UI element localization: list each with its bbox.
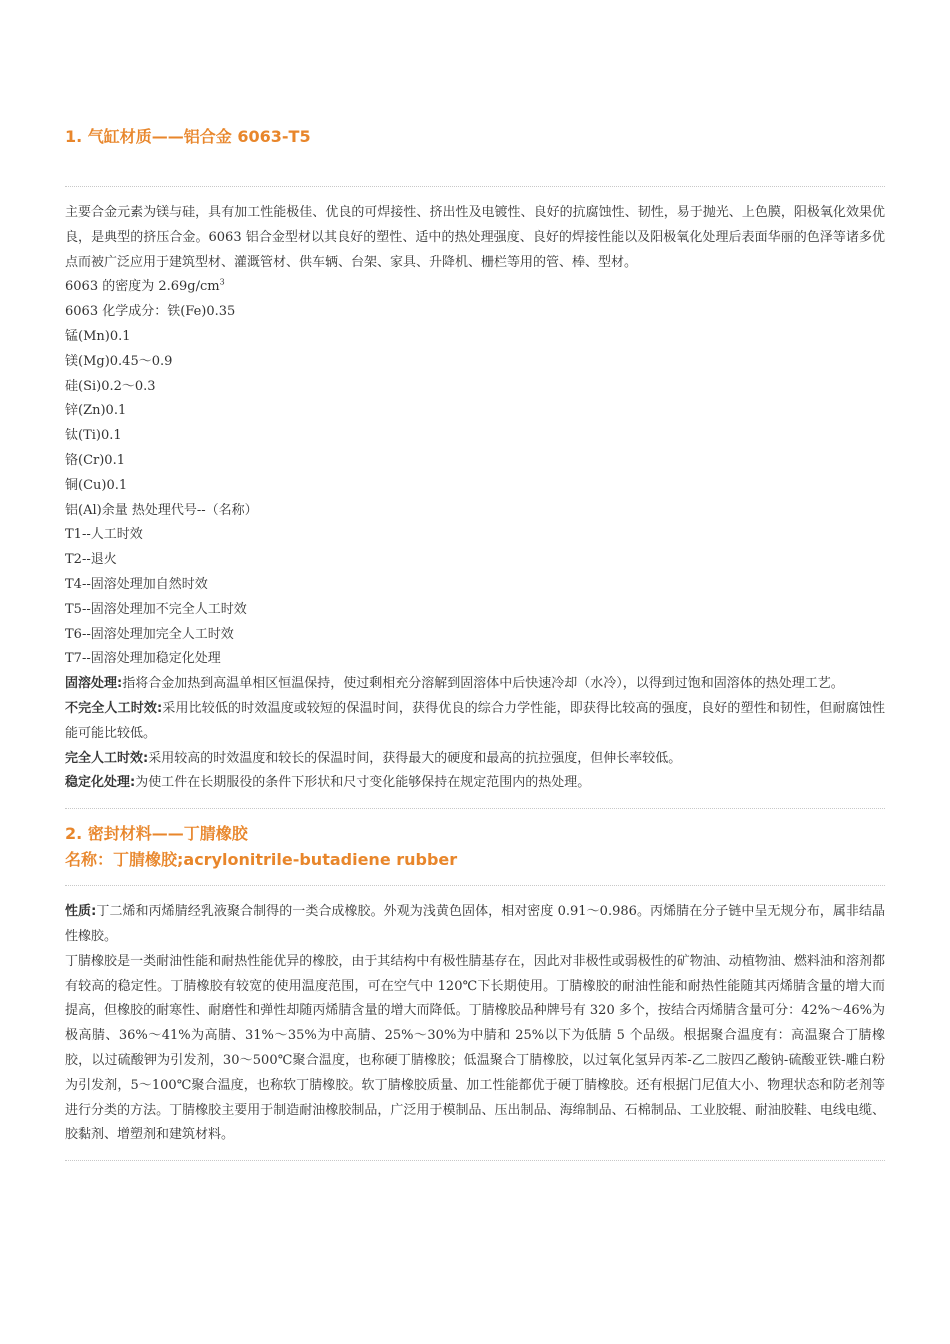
composition-line: 锌(Zn)0.1 (65, 403, 127, 419)
definition-text: 采用比较低的时效温度或较短的保温时间，获得优良的综合力学性能，即获得比较高的强度，良好的塑性和韧性，但耐腐蚀性能可能比较低。 (65, 700, 885, 741)
composition-line: 钛(Ti)0.1 (65, 428, 122, 444)
property-paragraph (65, 900, 885, 950)
divider (65, 885, 885, 886)
definition-term: 稳定化处理: (65, 775, 136, 791)
composition-line: 镁(Mg)0.45～0.9 (65, 353, 173, 369)
density-superscript: 3 (219, 278, 225, 288)
temper-code-line: T7--固溶处理加稳定化处理 (65, 651, 221, 667)
definition-text: 采用较高的时效温度和较长的保温时间，获得最大的硬度和最高的抗拉强度，但伸长率较低。 (148, 750, 682, 766)
density-text: 6063 的密度为 2.69g/cm (65, 279, 220, 295)
section2-body: 丁腈橡胶是一类耐油性能和耐热性能优异的橡胶，由于其结构中有极性腈基存在，因此对非极性或弱极性的矿物油、动植物油、燃料油和溶剂都有较高的稳定性。丁腈橡胶有较宽的使用温度范围，可在空气中 120℃下长期使用。丁腈橡胶的耐油性能和耐热性能随其丙烯腈含量的增大而提高，但橡胶的耐寒性、耐磨性和弹性却随丙烯腈含量的增大而降低。丁腈橡胶品种牌号有 320 多个，按结合丙烯腈含量可分：42%～46%为极高腈、36%～41%为高腈、31%～35%为中高腈、25%～30%为中腈和 25%以下为低腈 5 个品级。根据聚合温度有：高温聚合丁腈橡胶，以过硫酸钾为引发剂，30～500℃聚合温度，也称硬丁腈橡胶；低温聚合丁腈橡胶，以过氧化氢异丙苯-乙二胺四乙酸钠-硫酸亚铁-雕白粉为引发剂，5～100℃聚合温度，也称软丁腈橡胶。软丁腈橡胶质量、加工性能都优于硬丁腈橡胶。还有根据门尼值大小、物理状态和防老剂等进行分类的方法。丁腈橡胶主要用于制造耐油橡胶制品，广泛用于模制品、压出制品、海绵制品、石棉制品、工业胶辊、耐油胶鞋、电线电缆、胶黏剂、增塑剂和建筑材料。 (65, 953, 885, 1143)
temper-code-line: T1--人工时效 (65, 527, 143, 543)
temper-code-line: T4--固溶处理加自然时效 (65, 576, 208, 592)
temper-code-line: T2--退火 (65, 552, 117, 568)
composition-line: 铝(Al)余量 热处理代号--（名称） (65, 502, 258, 518)
composition-line: 铬(Cr)0.1 (65, 452, 125, 468)
definition-text: 为使工件在长期服役的条件下形状和尺寸变化能够保持在规定范围内的热处理。 (135, 775, 591, 791)
composition-line: 铜(Cu)0.1 (65, 477, 128, 493)
composition-line: 硅(Si)0.2～0.3 (65, 378, 156, 394)
section1-heading: 1. 气缸材质——铝合金 6063-T5 (65, 127, 311, 146)
article (65, 124, 885, 1161)
section1-intro: 主要合金元素为镁与硅，具有加工性能极佳、优良的可焊接性、挤出性及电镀性、良好的抗腐蚀性、韧性，易于抛光、上色膜，阳极氧化效果优良，是典型的挤压合金。6063 铝合金型材以其良好的塑性、适中的热处理强度、良好的焊接性能以及阳极氧化处理后表面华丽的色泽等诸多优点而被广泛应用于建筑型材、灌溉管材、供车辆、台架、家具、升降机、栅栏等用的管、棒、型材。 (65, 205, 885, 270)
definition-complete-aging (65, 747, 885, 772)
composition-line: 锰(Mn)0.1 (65, 328, 131, 344)
composition-line: 6063 化学成分：铁(Fe)0.35 (65, 304, 236, 320)
property-text: 丁二烯和丙烯腈经乳液聚合制得的一类合成橡胶。外观为浅黄色固体，相对密度 0.91～0.986。丙烯腈在分子链中呈无规分布，属非结晶性橡胶。 (65, 904, 886, 944)
divider (65, 1160, 885, 1161)
divider (65, 186, 885, 187)
property-term: 性质: (65, 904, 97, 920)
definition-term: 完全人工时效: (65, 750, 149, 766)
temper-code-line: T5--固溶处理加不完全人工时效 (65, 601, 247, 617)
section2-subheading: 名称：丁腈橡胶;acrylonitrile-butadiene rubber (65, 850, 458, 870)
definition-term: 固溶处理: (65, 676, 123, 692)
definition-text: 指将合金加热到高温单相区恒温保持，使过剩相充分溶解到固溶体中后快速冷却（水冷），以得到过饱和固溶体的热处理工艺。 (122, 676, 844, 692)
density-line (65, 275, 885, 300)
definition-solution-treatment (65, 672, 885, 697)
temper-code-line: T6--固溶处理加完全人工时效 (65, 626, 234, 642)
divider (65, 808, 885, 809)
definition-term: 不完全人工时效: (65, 700, 163, 716)
section2-heading: 2. 密封材料——丁腈橡胶 (65, 824, 248, 844)
definition-stabilization (65, 771, 885, 796)
definition-incomplete-aging (65, 697, 885, 747)
